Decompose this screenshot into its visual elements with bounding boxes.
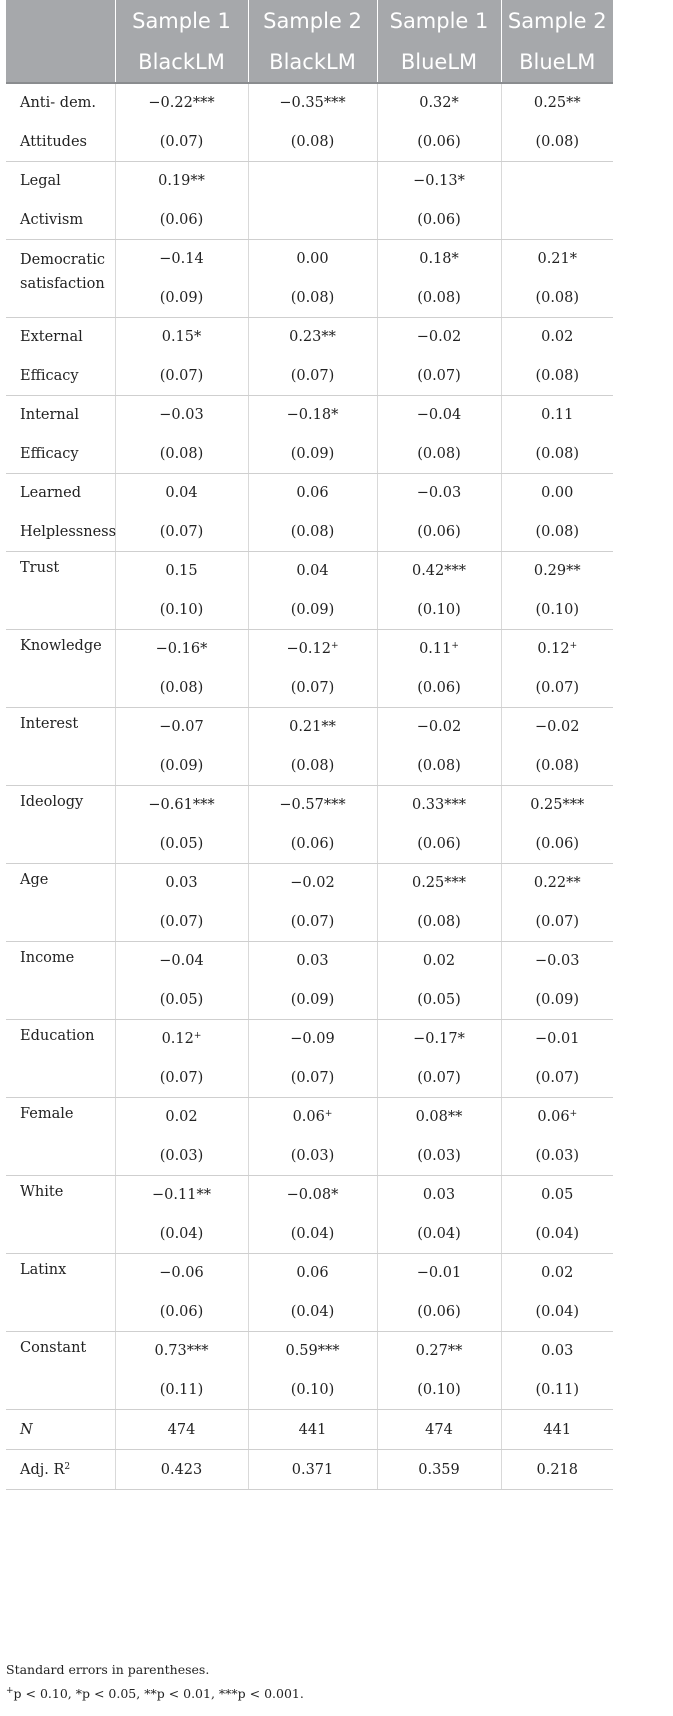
cell: (0.06) [115,1292,248,1332]
cell: −0.02 [535,719,580,735]
cell: −0.08* [248,1176,377,1215]
cell: (0.03) [248,1136,377,1176]
cell: −0.04 [115,942,248,981]
cell: −0.03 [115,396,248,435]
cell: (0.03) [501,1136,613,1176]
header-sample-col2: Sample 2 [248,0,377,41]
significance-mark: + [193,1031,202,1041]
cell [501,630,613,669]
cell: 0.05 [541,1187,574,1203]
row-label: Interest [6,708,115,786]
row-label: Income [6,942,115,1020]
cell: (0.06) [377,122,501,162]
significance-mark: + [569,641,578,651]
cell: (0.08) [115,434,248,474]
cell: (0.11) [501,1370,613,1410]
row-label: Knowledge [6,630,115,708]
row-label: Age [6,864,115,942]
row-label: Constant [6,1332,115,1410]
cell: (0.08) [501,746,613,786]
cell: (0.07) [115,1058,248,1098]
table-row [6,786,613,825]
cell: (0.08) [501,356,613,396]
table-row [6,1098,613,1137]
cell: (0.10) [377,590,501,630]
cell: −0.11** [115,1176,248,1215]
cell: 0.02 [377,942,501,981]
cell: (0.07) [248,902,377,942]
row-label-line1: Democratic [20,252,105,268]
cell: (0.09) [248,434,377,474]
cell: (0.04) [377,1214,501,1254]
superscript: 2 [64,1461,71,1472]
header-model-col4: BlueLM [501,41,613,83]
cell: 441 [248,1410,377,1450]
cell-value: 0.11 [419,641,452,657]
cell: (0.07) [501,902,613,942]
cell: (0.07) [115,122,248,162]
cell: (0.11) [115,1370,248,1410]
cell: (0.09) [115,746,248,786]
cell [248,200,377,240]
cell: 0.33*** [377,786,501,825]
cell: (0.04) [115,1214,248,1254]
cell: −0.13* [377,162,501,201]
cell: (0.04) [501,1214,613,1254]
cell: (0.09) [501,980,613,1020]
header-sample-col1: Sample 1 [115,0,248,41]
row-label: Trust [6,552,115,630]
cell: (0.08) [377,746,501,786]
cell: (0.07) [248,356,377,396]
cell-value: −0.12 [286,641,331,657]
cell: (0.10) [115,590,248,630]
cell: 0.423 [115,1450,248,1490]
cell: (0.08) [248,512,377,552]
footnote-significance-text: p < 0.10, *p < 0.05, **p < 0.01, ***p < 0.001. [13,1686,304,1701]
table-row [6,434,613,474]
table-row [6,240,613,279]
row-label [6,240,115,318]
header-model-col1: BlackLM [115,41,248,83]
table-row [6,708,613,747]
cell: −0.14 [115,240,248,279]
row-label: Learned [6,474,115,513]
cell: 0.29** [533,563,581,579]
significance-mark: + [451,641,459,651]
cell: (0.08) [377,434,501,474]
cell: (0.09) [248,590,377,630]
cell: (0.08) [248,746,377,786]
regression-table [6,0,613,1490]
cell [501,1098,613,1137]
cell: 0.19** [115,162,248,201]
cell: (0.06) [377,200,501,240]
cell: (0.09) [248,980,377,1020]
cell: 0.18* [377,240,501,279]
cell: (0.10) [377,1370,501,1410]
cell: 0.02 [541,1265,574,1281]
n-label: N [20,1421,33,1438]
cell: (0.04) [248,1292,377,1332]
cell: (0.05) [377,980,501,1020]
cell: −0.61*** [115,786,248,825]
cell: (0.05) [115,980,248,1020]
table-row [6,1332,613,1371]
cell: (0.07) [248,668,377,708]
cell-value: 0.12 [537,641,570,657]
cell: (0.09) [115,278,248,318]
cell: (0.05) [115,824,248,864]
table-row [6,122,613,162]
cell: (0.03) [115,1136,248,1176]
cell: 0.15 [115,552,248,591]
cell-value: 0.06 [537,1109,570,1125]
row-label: Education [6,1020,115,1098]
cell: (0.08) [248,122,377,162]
cell [501,162,613,201]
cell: 0.371 [248,1450,377,1490]
cell: −0.02 [377,708,501,747]
row-label: Ideology [6,786,115,864]
table-row [6,1020,613,1059]
cell: 0.21** [248,708,377,747]
header-model-col2: BlackLM [248,41,377,83]
row-label: Efficacy [6,434,115,474]
cell: −0.01 [377,1254,501,1293]
cell: (0.06) [377,512,501,552]
cell: (0.07) [501,668,613,708]
cell [248,630,377,669]
row-label: White [6,1176,115,1254]
table-row [6,162,613,201]
cell: (0.08) [377,902,501,942]
cell: 0.21* [537,251,578,267]
cell: 0.25** [533,95,581,111]
cell: 0.03 [541,1343,574,1359]
cell [501,200,613,240]
table-row [6,200,613,240]
cell: (0.07) [377,356,501,396]
cell: −0.35*** [248,83,377,122]
cell: −0.22*** [115,83,248,122]
cell: 441 [501,1410,613,1450]
cell [248,162,377,201]
cell: 0.23** [248,318,377,357]
row-label: Legal [6,162,115,201]
table-row [6,83,613,122]
header-sample-col3: Sample 1 [377,0,501,41]
significance-mark: + [569,1109,578,1119]
cell: −0.02 [377,318,501,357]
table-row [6,1410,613,1450]
cell: 0.04 [115,474,248,513]
row-label-line2: satisfaction [20,276,105,292]
cell: 0.03 [115,864,248,903]
cell: 0.00 [248,240,377,279]
table-row [6,474,613,513]
cell: (0.08) [501,512,613,552]
cell: (0.04) [248,1214,377,1254]
table-row [6,942,613,981]
header-sample-col4: Sample 2 [501,0,613,41]
cell: (0.07) [248,1058,377,1098]
footnote-significance [6,1686,304,1701]
table-row [6,318,613,357]
row-label [6,1410,115,1450]
significance-mark: + [330,641,339,651]
cell: 0.11 [541,407,574,423]
cell: −0.17* [377,1020,501,1059]
cell: (0.07) [501,1058,613,1098]
cell: 0.32* [377,83,501,122]
header-model-col3: BlueLM [377,41,501,83]
cell: (0.06) [377,668,501,708]
cell: 0.02 [541,329,574,345]
cell: 0.27** [377,1332,501,1371]
row-label: Female [6,1098,115,1176]
header-corner-2 [6,41,115,83]
cell: (0.08) [501,122,613,162]
cell: 0.03 [248,942,377,981]
cell-value: 0.06 [292,1109,325,1125]
cell: 0.00 [541,485,574,501]
row-label: External [6,318,115,357]
cell: −0.03 [377,474,501,513]
table-row [6,630,613,669]
cell: 0.02 [115,1098,248,1137]
row-label: Helplessness [6,512,115,552]
footnote-plus: + [6,1686,14,1696]
cell: 0.59*** [248,1332,377,1371]
row-label [6,1450,115,1490]
cell: −0.09 [248,1020,377,1059]
cell: (0.07) [115,902,248,942]
cell: 0.08** [377,1098,501,1137]
cell: −0.06 [115,1254,248,1293]
cell: 0.04 [248,552,377,591]
cell: (0.08) [501,278,613,318]
cell: 0.25*** [377,864,501,903]
cell: 0.06 [248,474,377,513]
row-label: Attitudes [6,122,115,162]
cell: −0.04 [377,396,501,435]
cell [115,1020,248,1059]
cell: −0.01 [535,1031,580,1047]
cell: 0.22** [533,875,581,891]
cell: −0.57*** [248,786,377,825]
cell: 0.359 [377,1450,501,1490]
table-row [6,356,613,396]
cell: 0.42*** [377,552,501,591]
cell: (0.08) [501,434,613,474]
cell: (0.06) [501,824,613,864]
cell: (0.06) [248,824,377,864]
table-row [6,512,613,552]
row-label: Internal [6,396,115,435]
cell: 0.218 [501,1450,613,1490]
cell: −0.02 [248,864,377,903]
cell: (0.06) [115,200,248,240]
table-row [6,552,613,591]
footnote-standard-errors: Standard errors in parentheses. [6,1662,210,1677]
cell: (0.06) [377,824,501,864]
cell: 0.15* [115,318,248,357]
cell: −0.03 [535,953,580,969]
cell: (0.08) [248,278,377,318]
cell-value: 0.12 [161,1031,194,1047]
cell: (0.07) [115,356,248,396]
row-label: Latinx [6,1254,115,1332]
cell: (0.10) [501,590,613,630]
cell: 474 [115,1410,248,1450]
header-row-sample [6,0,613,41]
table-row [6,1254,613,1293]
table-row [6,1450,613,1490]
row-label: Activism [6,200,115,240]
cell: 474 [377,1410,501,1450]
cell: (0.07) [115,512,248,552]
table-row [6,396,613,435]
cell: (0.03) [377,1136,501,1176]
header-row-model [6,41,613,83]
cell: (0.07) [377,1058,501,1098]
row-label: Efficacy [6,356,115,396]
significance-mark: + [324,1109,333,1119]
cell [377,630,501,669]
adj-r-label: Adj. R [20,1461,65,1478]
table-row [6,1176,613,1215]
cell: −0.16* [115,630,248,669]
cell: (0.04) [501,1292,613,1332]
cell: −0.18* [248,396,377,435]
header-corner [6,0,115,41]
cell: 0.25*** [530,797,585,813]
table-row [6,864,613,903]
row-label: Anti- dem. [6,83,115,122]
cell: 0.73*** [115,1332,248,1371]
cell: −0.07 [115,708,248,747]
cell: 0.06 [248,1254,377,1293]
cell: (0.06) [377,1292,501,1332]
cell [248,1098,377,1137]
cell: (0.10) [248,1370,377,1410]
cell: (0.08) [115,668,248,708]
cell: 0.03 [377,1176,501,1215]
cell: (0.08) [377,278,501,318]
